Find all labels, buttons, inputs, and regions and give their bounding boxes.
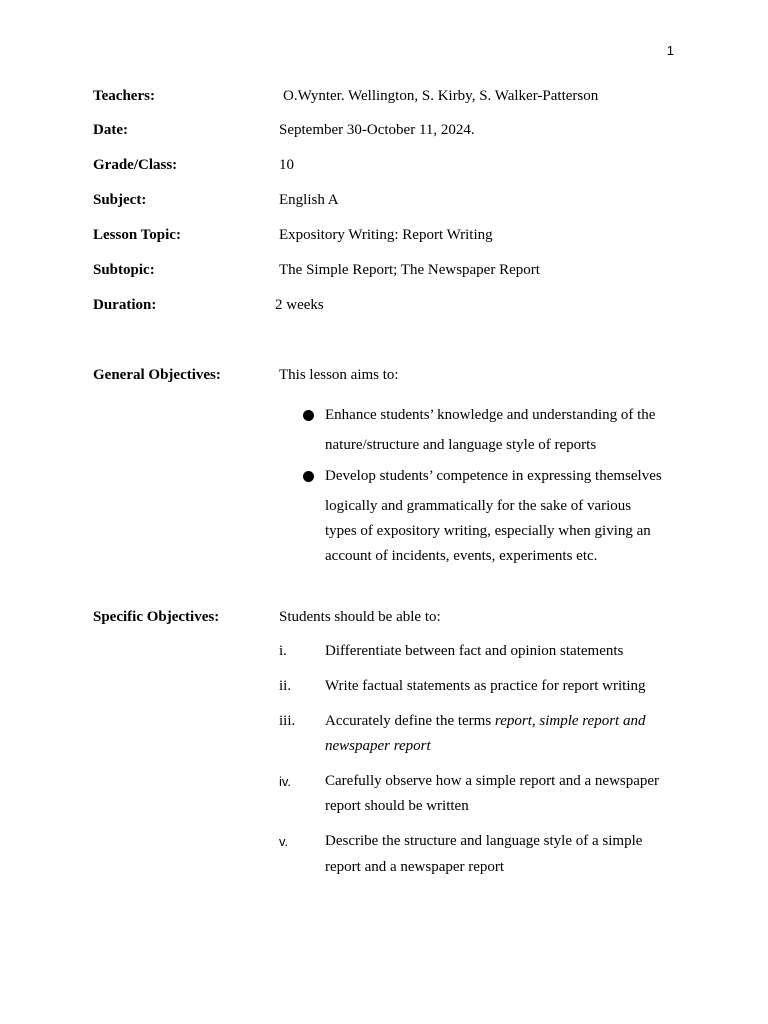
bullet-dot-icon <box>303 471 314 482</box>
list-item-line: Carefully observe how a simple report and a newspaper <box>325 773 660 789</box>
lesson-topic-label: Lesson Topic: <box>93 227 181 243</box>
list-numeral: ii. <box>279 678 292 694</box>
duration-value: 2 weeks <box>275 297 324 313</box>
date-label: Date: <box>93 122 128 138</box>
list-item-text <box>325 709 680 759</box>
subject-label: Subject: <box>93 192 147 208</box>
specific-objectives-intro: Students should be able to: <box>279 609 441 625</box>
general-objectives-intro: This lesson aims to: <box>279 367 399 383</box>
subtopic-value: The Simple Report; The Newspaper Report <box>279 262 540 278</box>
list-item-text-plain: Accurately define the terms <box>325 713 495 729</box>
teachers-value: O.Wynter. Wellington, S. Kirby, S. Walker-Patterson <box>283 88 599 104</box>
bullet-dot-icon <box>303 410 314 421</box>
list-item-line: report and a newspaper report <box>325 859 505 875</box>
list-item-text-italic: report, simple report and <box>494 713 646 729</box>
list-item-text: Write factual statements as practice for report writing <box>325 678 646 694</box>
bullet-item <box>325 464 685 569</box>
bullet-line: Enhance students’ knowledge and understanding of the <box>325 407 656 423</box>
list-numeral: i. <box>279 643 287 659</box>
list-numeral: iv. <box>279 774 292 789</box>
duration-label: Duration: <box>93 297 157 313</box>
subject-value: English A <box>279 192 339 208</box>
list-numeral: iii. <box>279 713 296 729</box>
grade-label: Grade/Class: <box>93 157 178 173</box>
page-number: 1 <box>666 43 674 58</box>
list-item-text-italic: newspaper report <box>325 738 431 754</box>
teachers-label: Teachers: <box>93 88 155 104</box>
list-item-text <box>325 829 680 880</box>
grade-value: 10 <box>279 157 294 173</box>
subtopic-label: Subtopic: <box>93 262 155 278</box>
bullet-line: logically and grammatically for the sake of various <box>325 498 632 514</box>
bullet-line: Develop students’ competence in expressing themselves <box>325 468 662 484</box>
bullet-line: types of expository writing, especially when giving an <box>325 523 651 539</box>
specific-objectives-label: Specific Objectives: <box>93 609 220 625</box>
bullet-line: nature/structure and language style of reports <box>325 437 597 453</box>
lesson-topic-value: Expository Writing: Report Writing <box>279 227 493 243</box>
bullet-item <box>325 403 685 458</box>
date-value: September 30-October 11, 2024. <box>279 122 475 138</box>
list-item-line: report should be written <box>325 798 469 814</box>
list-numeral: v. <box>279 834 289 849</box>
list-item-text: Differentiate between fact and opinion statements <box>325 643 624 659</box>
list-item-text <box>325 769 680 819</box>
general-objectives-label: General Objectives: <box>93 367 221 383</box>
list-item-line: Describe the structure and language style of a simple <box>325 833 643 849</box>
bullet-line: account of incidents, events, experiments etc. <box>325 548 598 564</box>
